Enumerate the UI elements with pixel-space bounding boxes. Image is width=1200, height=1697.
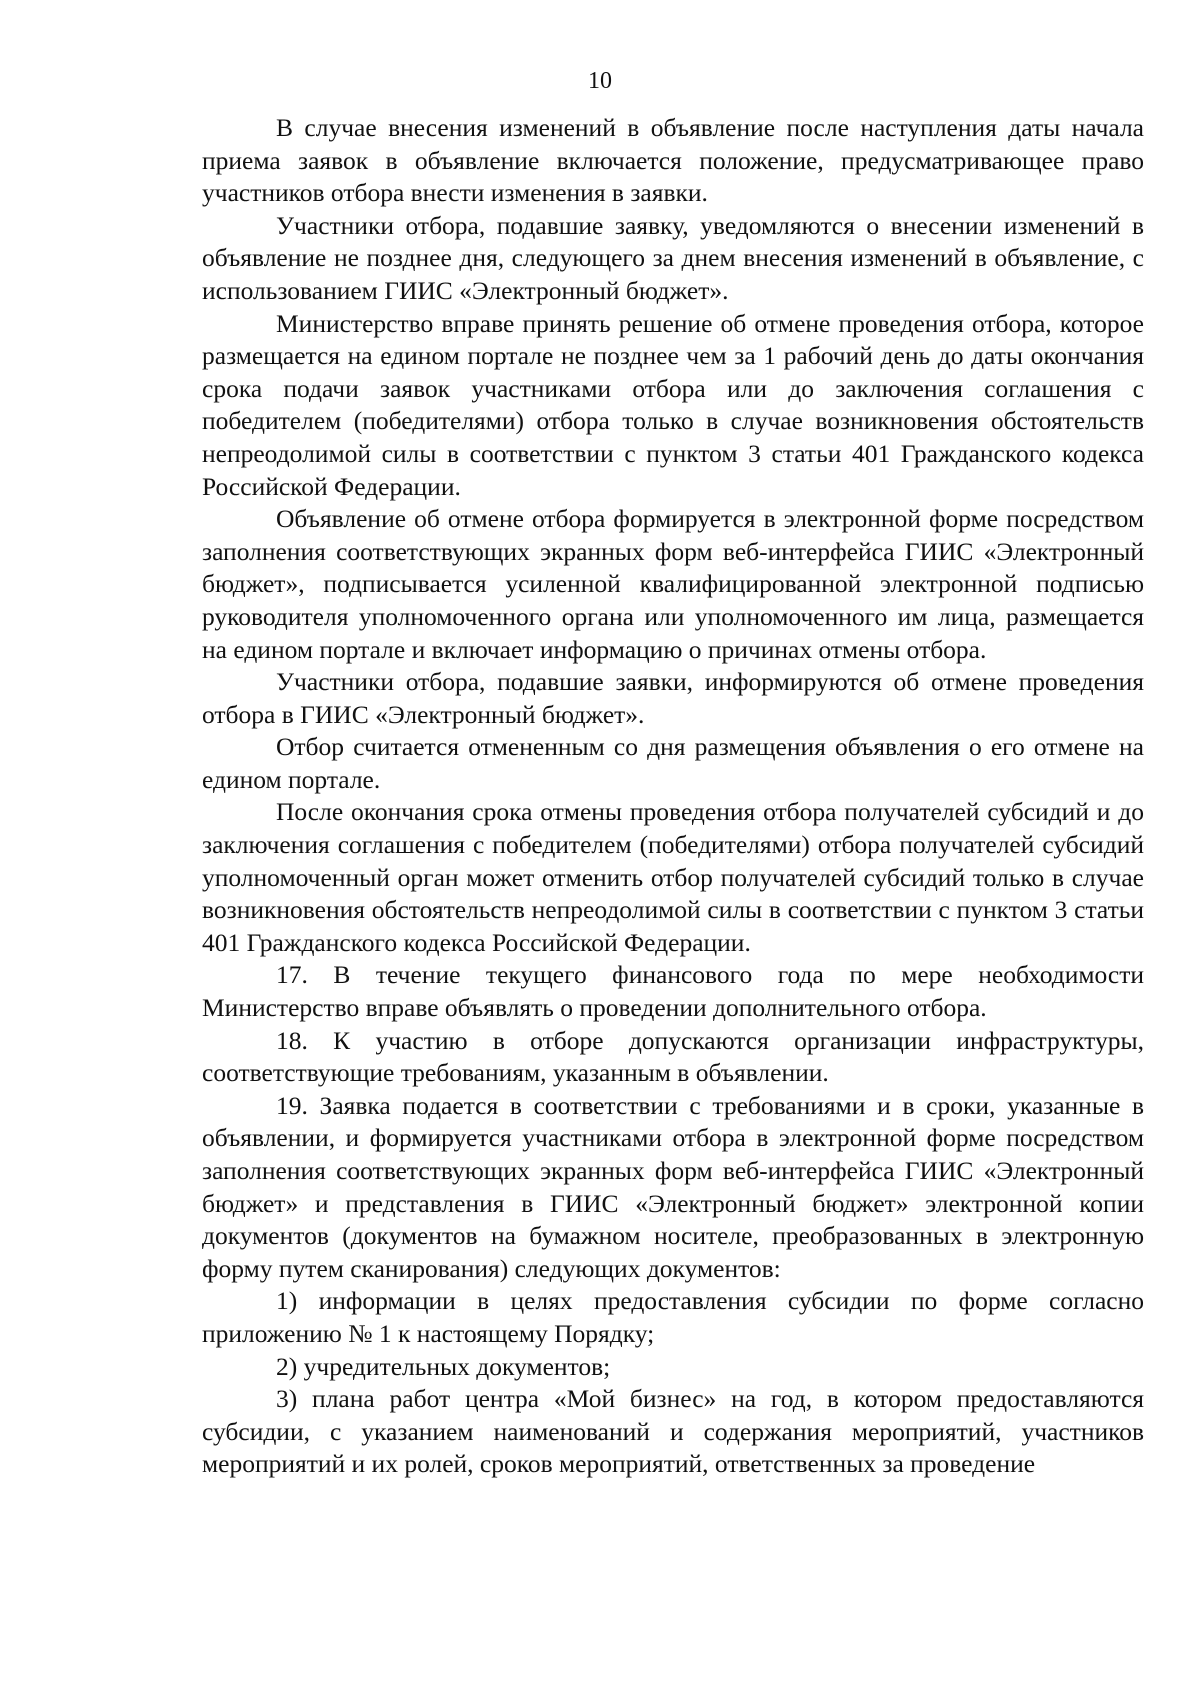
list-item-1: 1) информации в целях предоставления субсидии по форме согласно приложению № 1 к настоящему Порядку; — [202, 1286, 1144, 1348]
paragraph-ministry-cancel-right: Министерство вправе принять решение об отмене проведения отбора, которое размещается на едином портале не позднее чем за 1 рабочий день до даты окончания срока подачи заявок участниками отбора или до заключения соглашения с победителем (победителями) отбора только в случае возникновения обстоятельств непреодолимой силы в соответствии с пунктом 3 статьи 401 Гражданского кодекса Российской Федерации. — [202, 308, 1144, 501]
paragraph-cancel-announcement: Объявление об отмене отбора формируется в электронной форме посредством заполнения соответствующих экранных форм веб-интерфейса ГИИС «Электронный бюджет», подписывается усиленной квалифицированной электронной подписью руководителя уполномоченного органа или уполномоченного им лица, размещается на едином портале и включает информацию о причинах отмены отбора. — [202, 504, 1144, 664]
paragraph-changes-after-start: В случае внесения изменений в объявление после наступления даты начала приема заявок в объявление включается положение, предусматривающее право участников отбора внести изменения в заявки. — [202, 113, 1144, 208]
paragraph-item-17: 17. В течение текущего финансового года по мере необходимости Министерство вправе объявлять о проведении дополнительного отбора. — [202, 960, 1144, 1023]
paragraph-participants-notified: Участники отбора, подавшие заявку, уведомляются о внесении изменений в объявление не позднее дня, следующего за днем внесения изменений в объявление, с использованием ГИИС «Электронный бюджет». — [202, 210, 1144, 305]
list-item-2: 2) учредительных документов; — [276, 1351, 611, 1381]
paragraph-participants-informed: Участники отбора, подавшие заявки, информируются об отмене проведения отбора в ГИИС «Электронный бюджет». — [202, 667, 1144, 729]
page-number: 10 — [588, 68, 612, 94]
paragraph-after-cancel-deadline: После окончания срока отмены проведения отбора получателей субсидий и до заключения соглашения с победителем (победителями) отбора получателей субсидий уполномоченный орган может отменить отбор получателей субсидий только в случае возникновения обстоятельств непреодолимой силы в соответствии с пунктом 3 статьи 401 Гражданского кодекса Российской Федерации. — [202, 797, 1144, 957]
list-item-3: 3) плана работ центра «Мой бизнес» на год, в котором предоставляются субсидии, с указанием наименований и содержания мероприятий, участников мероприятий и их ролей, сроков мероприятий, ответственных за проведение — [202, 1384, 1144, 1479]
paragraph-item-18: 18. К участию в отборе допускаются организации инфраструктуры, соответствующие требованиям, указанным в объявлении. — [202, 1025, 1144, 1088]
paragraph-selection-cancelled: Отбор считается отмененным со дня размещения объявления о его отмене на едином портале. — [202, 732, 1144, 794]
paragraph-item-19: 19. Заявка подается в соответствии с требованиями и в сроки, указанные в объявлении, и формируется участниками отбора в электронной форме посредством заполнения соответствующих экранных форм веб-интерфейса ГИИС «Электронный бюджет» и представления в ГИИС «Электронный бюджет» электронной копии документов (документов на бумажном носителе, преобразованных в электронную форму путем сканирования) следующих документов: — [202, 1090, 1144, 1283]
document-body — [202, 112, 1144, 1481]
